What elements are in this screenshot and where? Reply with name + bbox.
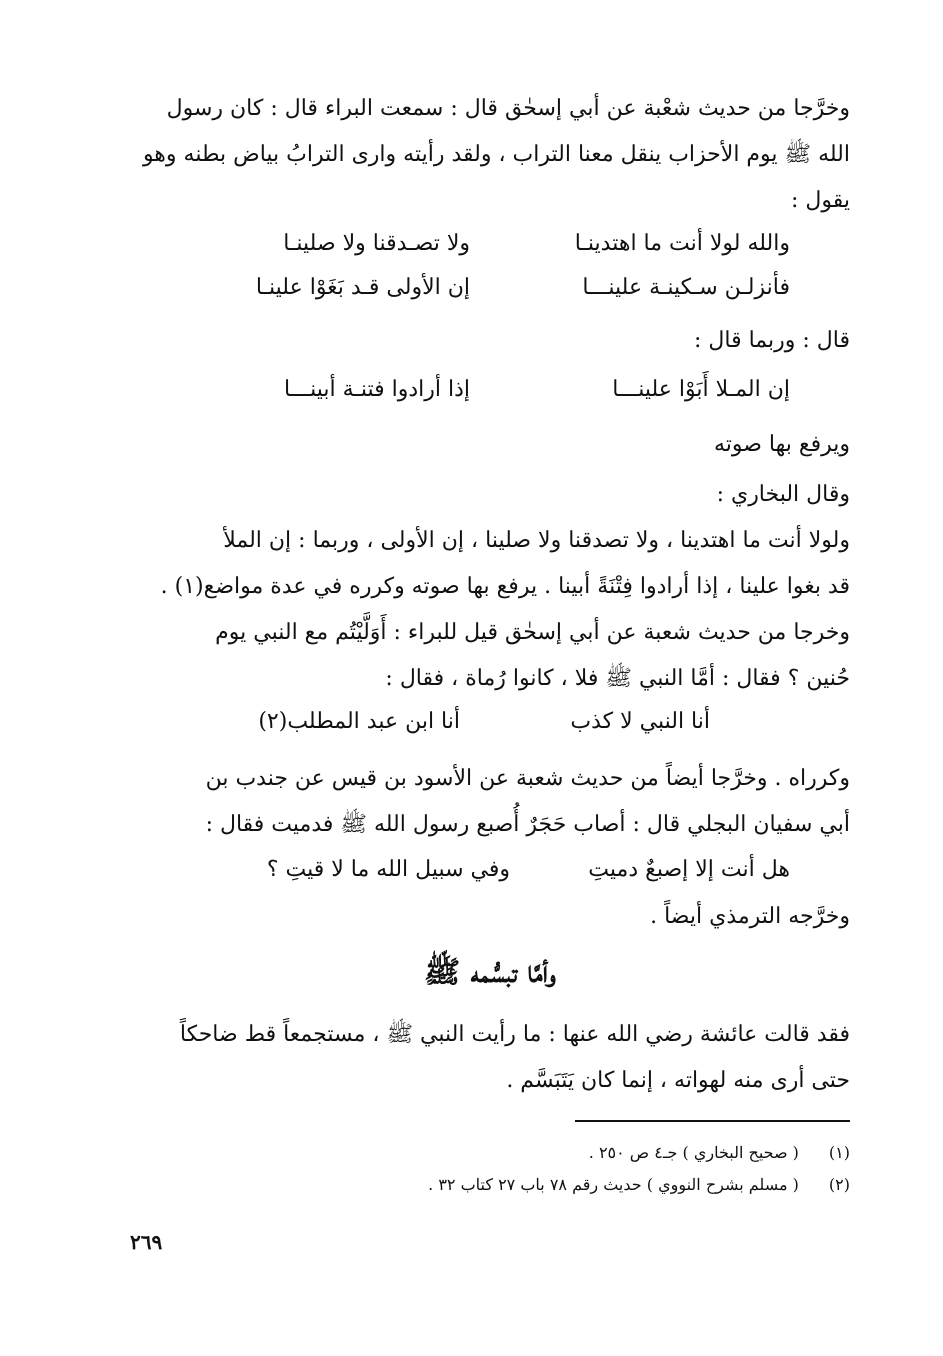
footnote-text: ( مسلم بشرح النووي ) حديث رقم ٧٨ باب ٢٧ كتاب ٣٢ . xyxy=(428,1175,799,1194)
footnote-1 xyxy=(130,1138,850,1168)
text-line: فقد قالت عائشة رضي الله عنها : ما رأيت النبي ﷺ ، مستجمعاً قط ضاحكاً xyxy=(179,1022,850,1047)
paragraph-jundub xyxy=(130,756,850,848)
footnote-2 xyxy=(130,1170,850,1200)
text-line: ويرفع بها صوته xyxy=(713,432,850,457)
verse-hemistich-second: إذا أرادوا فتنـة أبينـــا xyxy=(284,377,470,402)
verse-hemistich-second: إن الأولى قـد بَغَوْا علينـا xyxy=(255,275,470,300)
text-line: أبي سفيان البجلي قال : أصاب حَجَرٌ أُصبع رسول الله ﷺ فدميت فقال : xyxy=(205,812,850,837)
text-line: قال : وربما قال : xyxy=(694,328,850,353)
text-line: وخرَّجا من حديث شعْبة عن أبي إسحٰق قال : سمعت البراء قال : كان رسول xyxy=(166,96,850,121)
text-line: قد بغوا علينا ، إذا أرادوا فِتْنَةً أبينا . يرفع بها صوته وكرره في عدة مواضع(١) . xyxy=(160,574,850,599)
paragraph-raises-voice xyxy=(130,422,850,468)
paragraph-bukhari-text xyxy=(130,518,850,610)
verse-hemistich-first: هل أنت إلا إصبعٌ دميتِ xyxy=(588,857,790,882)
text-line: وخرَّجه الترمذي أيضاً . xyxy=(650,904,850,929)
text-line: وقال البخاري : xyxy=(716,482,850,507)
paragraph-bara-hadith xyxy=(130,86,850,224)
text-line: وخرجا من حديث شعبة عن أبي إسحٰق قيل للبراء : أَوَلَّيْتُم مع النبي يوم xyxy=(215,620,850,645)
paragraph-rubbama xyxy=(130,318,850,364)
text-line: الله ﷺ يوم الأحزاب ينقل معنا التراب ، ولقد رأيته وارى الترابُ بياض بطنه وهو xyxy=(142,142,850,167)
book-page xyxy=(130,0,850,1356)
page-number: ٢٦٩ xyxy=(130,1230,163,1254)
verse-hemistich-second: أنا ابن عبد المطلب(٢) xyxy=(258,709,460,734)
paragraph-aisha xyxy=(130,1012,850,1104)
footnote-text: ( صحيح البخاري ) جـ٤ ص ٢٥٠ . xyxy=(588,1143,799,1162)
text-line: حتى أرى منه لهواته ، إنما كان يَتَبَسَّم . xyxy=(506,1068,850,1093)
paragraph-bukhari-said xyxy=(130,472,850,518)
verse-hemistich-first: فأنزلـن سـكينـة علينـــا xyxy=(582,275,790,300)
footnote-number: (١) xyxy=(828,1143,850,1162)
verse-hemistich-first: إن المـلا أَبَوْا علينـــا xyxy=(612,377,790,402)
section-heading: وأمَّا تبسُّمه ﷺ xyxy=(424,955,556,990)
paragraph-tirmidhi xyxy=(130,894,850,940)
footnote-number: (٢) xyxy=(828,1175,850,1194)
verse-hemistich-second: وفي سبيل الله ما لا قيتِ ؟ xyxy=(266,857,510,882)
text-line: يقول : xyxy=(790,188,850,213)
text-line: حُنين ؟ فقال : أمَّا النبي ﷺ فلا ، كانوا رُماة ، فقال : xyxy=(385,666,850,691)
verse-hemistich-first: والله لولا أنت ما اهتدينـا xyxy=(574,231,790,256)
text-line: وكرراه . وخرَّجا أيضاً من حديث شعبة عن الأسود بن قيس عن جندب بن xyxy=(205,766,850,791)
verse-hemistich-first: أنا النبي لا كذب xyxy=(570,709,710,734)
verse-hemistich-second: ولا تصـدقنا ولا صلينـا xyxy=(283,231,470,256)
text-line: ولولا أنت ما اهتدينا ، ولا تصدقنا ولا صلينا ، إن الأولى ، وربما : إن الملأ xyxy=(223,528,850,553)
paragraph-hunain xyxy=(130,610,850,702)
footnote-divider xyxy=(575,1120,850,1122)
